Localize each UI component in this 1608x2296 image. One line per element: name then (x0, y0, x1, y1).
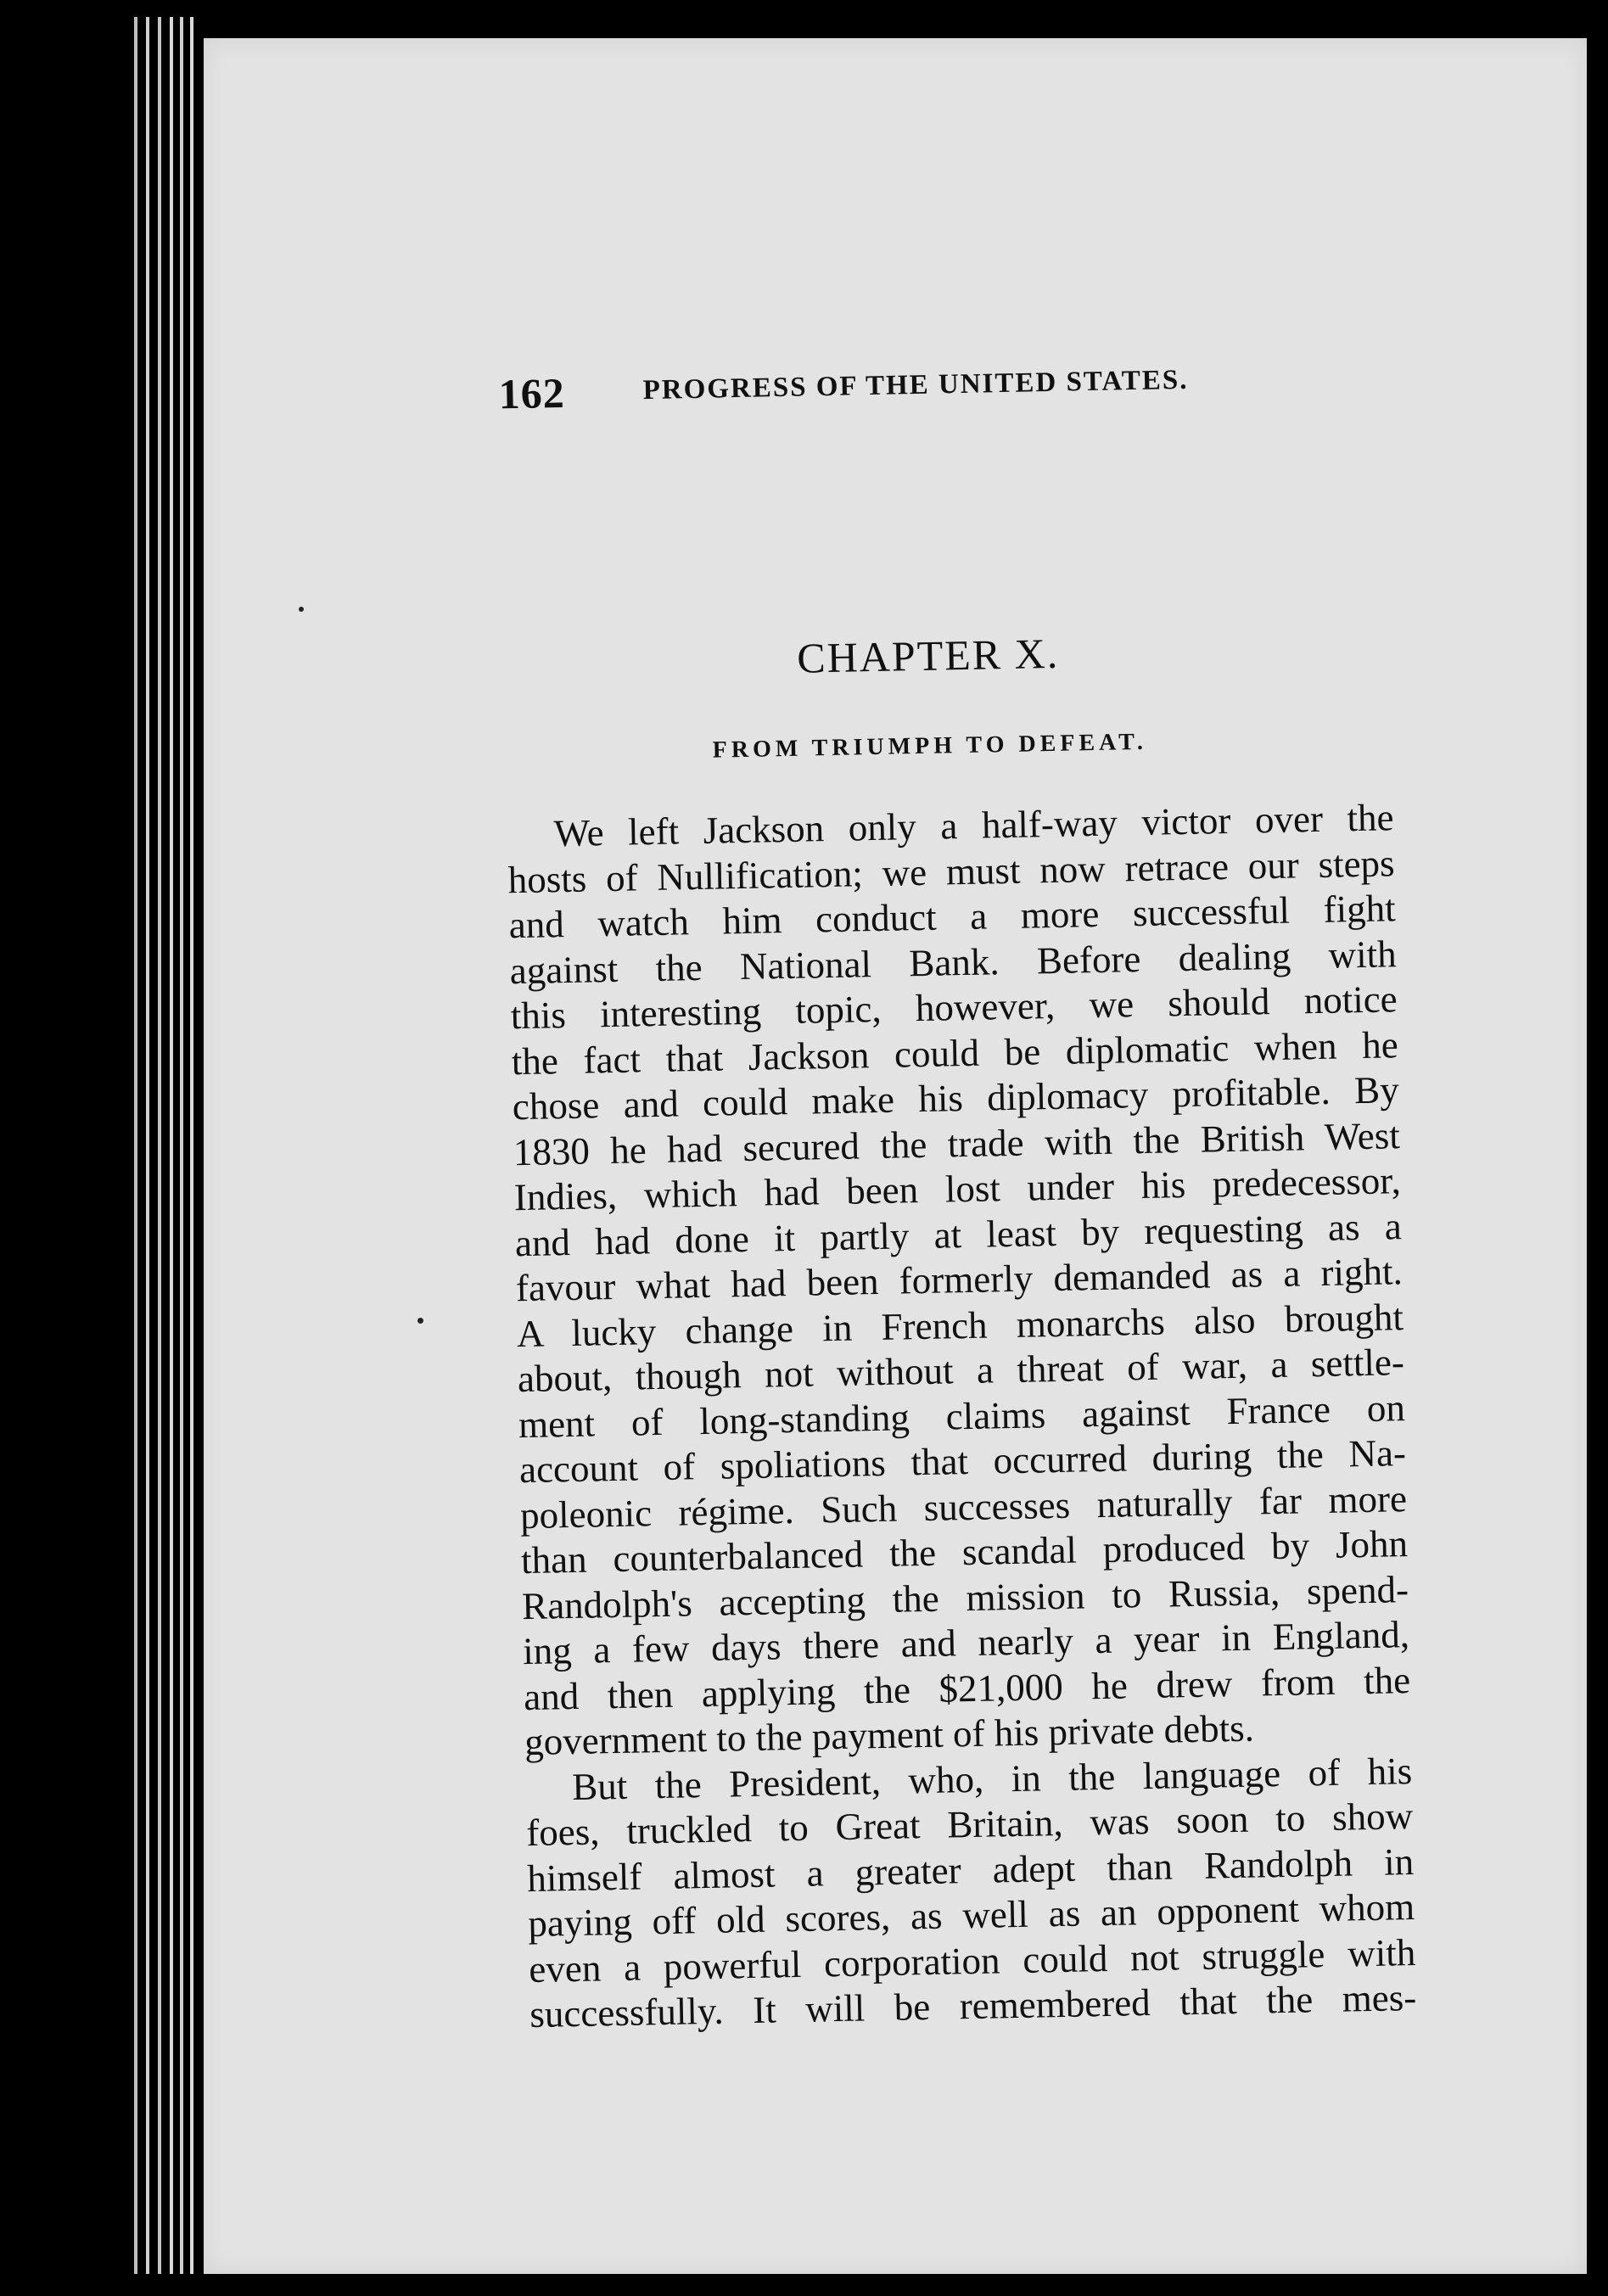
text-line: ing a few days there and nearly a year in England, (522, 1613, 1410, 1673)
chapter-subtitle: FROM TRIUMPH TO DEFEAT. (712, 728, 1148, 764)
text-line: account of spoliations that occurred during the Na- (518, 1431, 1407, 1492)
text-line: A lucky change in French monarchs also brought (516, 1295, 1404, 1355)
text-line: about, though not without a threat of war, a settle- (517, 1341, 1405, 1401)
text-line: ment of long-standing claims against France on (518, 1386, 1406, 1446)
ink-speck (417, 1318, 423, 1324)
text-line: against the National Bank. Before dealing with (509, 932, 1398, 992)
body-text (507, 795, 1417, 2037)
text-line: Indies, which had been lost under his predecessor, (513, 1159, 1402, 1219)
ink-speck (299, 607, 304, 612)
running-head-title: PROGRESS OF THE UNITED STATES. (642, 364, 1189, 406)
text-line: favour what had been formerly demanded as a right. (515, 1250, 1403, 1310)
text-line: than counterbalanced the scandal produced by John (520, 1522, 1409, 1582)
text-line: himself almost a greater adept than Randolph in (526, 1840, 1415, 1900)
text-line: the fact that Jackson could be diplomatic when he (511, 1022, 1399, 1083)
text-line: even a powerful corporation could not struggle with (528, 1930, 1416, 1991)
chapter-title: CHAPTER X. (796, 629, 1060, 682)
text-line: and had done it partly at least by requesting as a (514, 1204, 1403, 1264)
text-line: 1830 he had secured the trade with the British West (513, 1113, 1401, 1173)
text-line: hosts of Nullification; we must now retrace our steps (507, 841, 1395, 901)
page-number: 162 (498, 368, 566, 418)
text-line: chose and could make his diplomacy profitable. By (512, 1068, 1400, 1128)
text-line: poleonic régime. Such successes naturally far more (519, 1476, 1408, 1537)
text-line: and then applying the $21,000 he drew from the (523, 1658, 1411, 1718)
book-page (204, 38, 1587, 2274)
text-line: Randolph's accepting the mission to Russia, spend- (521, 1567, 1409, 1627)
text-line: We left Jackson only a half-way victor over the (553, 796, 1394, 855)
text-line: and watch him conduct a more successful fight (508, 887, 1397, 947)
text-line: paying off old scores, as well as an opponent whom (527, 1885, 1415, 1946)
running-head (498, 355, 1280, 419)
text-line: But the President, who, in the language of his (571, 1749, 1413, 1808)
page-text-block (492, 30, 1443, 2282)
text-line: foes, truckled to Great Britain, was soon to show (525, 1795, 1414, 1855)
text-line: successfully. It will be remembered that the mes- (529, 1975, 1417, 2036)
text-line: government to the payment of his private debts. (524, 1706, 1255, 1764)
text-line: this interesting topic, however, we should notice (510, 977, 1398, 1038)
